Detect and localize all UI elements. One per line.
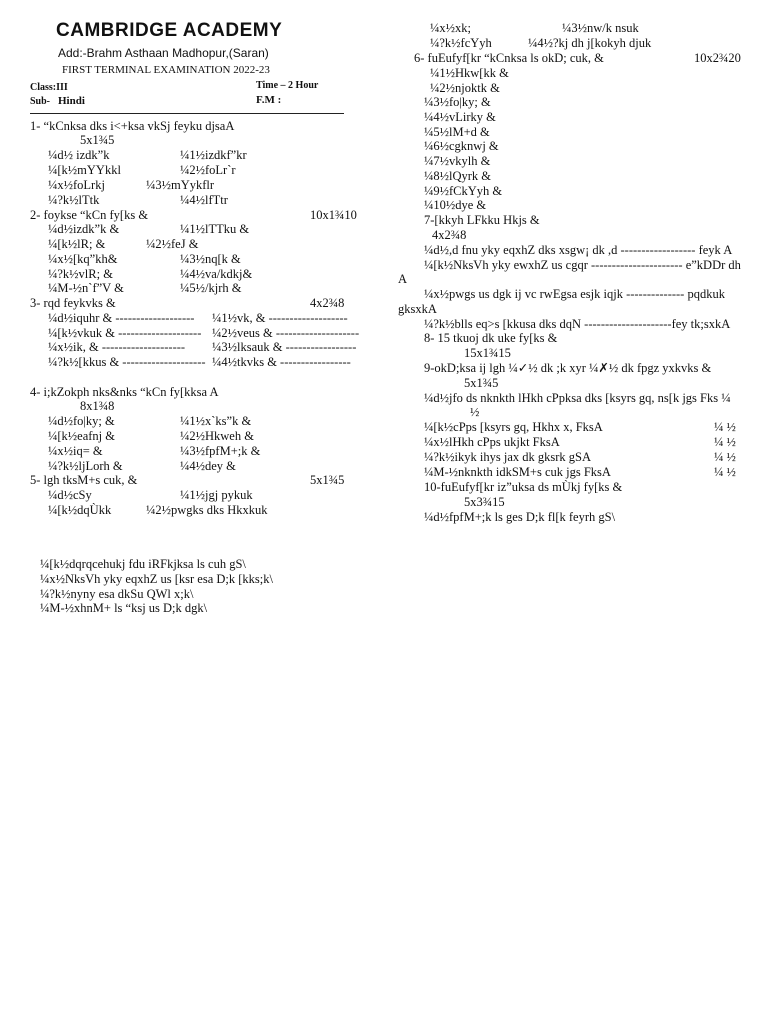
- class-label: Class:III: [30, 82, 68, 93]
- marks-q1: 5x1¾5: [80, 133, 115, 147]
- list-item: ¼1½lTTku &: [180, 222, 250, 236]
- question-10: 10-fuEufyf[kr iz”uksa ds mÙkj fy[ks &: [424, 480, 623, 494]
- question-7: 7-[kkyh LFkku Hkjs &: [424, 213, 540, 227]
- question-line: ¼?k½ikyk ihys jax dk gksrk gSA: [424, 450, 592, 464]
- marks-q10: 5x3¾15: [464, 495, 505, 509]
- question-line: gksxkA: [398, 302, 437, 316]
- list-item: ¼d½izdk”k &: [48, 222, 120, 236]
- question-line: ¼[k½cPps [ksyrs gq, Hkhx x, FksA: [424, 420, 603, 434]
- marks-q7: 4x2¾8: [432, 228, 467, 242]
- list-item: ¼x½[kq”kh&: [48, 252, 118, 266]
- list-item: ¼d½ izdk”k: [48, 148, 110, 162]
- list-item: ¼1½x`ks”k &: [180, 414, 252, 428]
- list-item: ¼8½lQyrk &: [424, 169, 492, 183]
- question-line: ¼M-½xhnM+ ls “ksj us D;k dgk\: [40, 601, 208, 615]
- list-item: ¼d½iquhr & -------------------: [48, 311, 195, 325]
- list-item: ¼[k½vkuk & --------------------: [48, 326, 202, 340]
- marks-q3: 4x2¾8: [310, 296, 345, 310]
- answer-bracket: ½: [470, 405, 480, 419]
- question-5: 5- lgh tksM+s cuk, &: [30, 473, 138, 487]
- list-item: ¼3½lksauk & -----------------: [212, 340, 357, 354]
- list-item: ¼2½foLr`r: [180, 163, 236, 177]
- answer-bracket: ¼ ½: [714, 435, 736, 449]
- question-line: ¼d½jfo ds nknkth lHkh cPpksa dks [ksyrs gq, ns[k jgs Fks ¼: [424, 391, 731, 405]
- question-3: 3- rqd feykvks &: [30, 296, 116, 310]
- question-2: 2- foykse “kCn fy[ks &: [30, 208, 149, 222]
- list-item: ¼4½?kj dh j[kokyh djuk: [528, 36, 652, 50]
- question-line: ¼[k½dqrqcehukj fdu iRFkjksa ls cuh gS\: [40, 557, 246, 571]
- question-9: 9-okD;ksa ij lgh ¼✓½ dk ;k xyr ¼✗½ dk fpgz yxkvks &: [424, 361, 712, 375]
- list-item: ¼2½feJ &: [146, 237, 199, 251]
- list-item: ¼3½nw/k nsuk: [562, 21, 639, 35]
- list-item: ¼?k½ljLorh &: [48, 459, 123, 473]
- school-address: Add:-Brahm Asthaan Madhopur,(Saran): [58, 46, 269, 60]
- list-item: ¼10½dye &: [424, 198, 487, 212]
- list-item: ¼9½fCkYyh &: [424, 184, 503, 198]
- list-item: ¼5½lM+d &: [424, 125, 490, 139]
- subject-name: Hindi: [58, 95, 85, 107]
- question-line: ¼M-½nknkth idkSM+s cuk jgs FksA: [424, 465, 611, 479]
- list-item: ¼3½nq[k &: [180, 252, 241, 266]
- marks-q8: 15x1¾15: [464, 346, 511, 360]
- list-item: ¼7½vkylh &: [424, 154, 491, 168]
- list-item: ¼4½dey &: [180, 459, 236, 473]
- marks-q5: 5x1¾5: [310, 473, 345, 487]
- list-item: ¼1½izdkf”kr: [180, 148, 247, 162]
- question-line: ¼?k½nyny esa dkSu QWl x;k\: [40, 587, 194, 601]
- marks-q6: 10x2¾20: [694, 51, 741, 65]
- list-item: ¼d½cSy: [48, 488, 92, 502]
- list-item: ¼?k½[kkus & --------------------: [48, 355, 206, 369]
- list-item: ¼x½ik, & --------------------: [48, 340, 186, 354]
- list-item: ¼x½iq= &: [48, 444, 103, 458]
- list-item: ¼2½njoktk &: [430, 81, 500, 95]
- list-item: ¼5½/kjrh &: [180, 281, 242, 295]
- list-item: ¼M-½n`f”V &: [48, 281, 124, 295]
- exam-title: FIRST TERMINAL EXAMINATION 2022-23: [62, 64, 270, 76]
- list-item: ¼2½pwgks dks Hkxkuk: [146, 503, 268, 517]
- marks-q4: 8x1¾8: [80, 399, 115, 413]
- list-item: ¼?k½vlR; &: [48, 267, 113, 281]
- marks-q9: 5x1¾5: [464, 376, 499, 390]
- question-6: 6- fuEufyf[kr “kCnksa ls okD; cuk, &: [414, 51, 604, 65]
- question-line: ¼d½,d fnu yky eqxhZ dks xsgw¡ dk ,d ------------------ feyk A: [424, 243, 733, 257]
- school-name: CAMBRIDGE ACADEMY: [56, 20, 283, 41]
- question-line: ¼d½fpfM+;k ls ges D;k fl[k feyrh gS\: [424, 510, 616, 524]
- question-line: ¼[k½NksVh yky ewxhZ us cgqr ---------------------- e”kDDr dh: [424, 258, 741, 272]
- list-item: ¼?k½lTtk: [48, 193, 100, 207]
- list-item: ¼[k½dqÙkk: [48, 503, 112, 517]
- list-item: ¼1½Hkw[kk &: [430, 66, 509, 80]
- list-item: ¼1½jgj pykuk: [180, 488, 253, 502]
- list-item: ¼[k½eafnj &: [48, 429, 115, 443]
- list-item: ¼x½foLrkj: [48, 178, 105, 192]
- list-item: ¼[k½mYYkkl: [48, 163, 121, 177]
- subject-label: Sub-: [30, 96, 51, 107]
- header-divider: [30, 113, 344, 114]
- list-item: ¼3½mYykflr: [146, 178, 215, 192]
- list-item: ¼3½fo|ky; &: [424, 95, 491, 109]
- list-item: ¼2½Hkweh &: [180, 429, 254, 443]
- list-item: ¼d½fo|ky; &: [48, 414, 115, 428]
- list-item: ¼4½lfTtr: [180, 193, 228, 207]
- list-item: ¼4½vLirky &: [424, 110, 496, 124]
- answer-bracket: ¼ ½: [714, 450, 736, 464]
- answer-bracket: ¼ ½: [714, 420, 736, 434]
- list-item: ¼3½fpfM+;k &: [180, 444, 261, 458]
- list-item: ¼1½vk, & -------------------: [212, 311, 348, 325]
- question-line: A: [398, 272, 408, 286]
- question-line: ¼?k½blls eq>s [kkusa dks dqN ---------------------fey tk;sxkA: [424, 317, 731, 331]
- question-8: 8- 15 tkuoj dk uke fy[ks &: [424, 331, 558, 345]
- marks-q2: 10x1¾10: [310, 208, 357, 222]
- list-item: ¼4½va/kdkj&: [180, 267, 253, 281]
- answer-bracket: ¼ ½: [714, 465, 736, 479]
- question-line: ¼x½lHkh cPps ukjkt FksA: [424, 435, 560, 449]
- list-item: ¼2½veus & --------------------: [212, 326, 360, 340]
- time-label: Time – 2 Hour: [256, 80, 319, 91]
- question-4: 4- i;kZokph nks&nks “kCn fy[kksa A: [30, 385, 219, 399]
- question-line: ¼x½pwgs us dgk ij vc rwEgsa esjk iqjk -------------- pqdkuk: [424, 287, 725, 301]
- full-marks-label: F.M :: [256, 94, 282, 106]
- list-item: ¼?k½fcYyh: [430, 36, 492, 50]
- list-item: ¼x½xk;: [430, 21, 471, 35]
- list-item: ¼6½cgknwj &: [424, 139, 499, 153]
- list-item: ¼[k½lR; &: [48, 237, 106, 251]
- question-line: ¼x½NksVh yky eqxhZ us [ksr esa D;k [kks;k\: [40, 572, 273, 586]
- question-1: 1- “kCnksa dks i<+ksa vkSj feyku djsaA: [30, 119, 235, 133]
- list-item: ¼4½tkvks & -----------------: [212, 355, 351, 369]
